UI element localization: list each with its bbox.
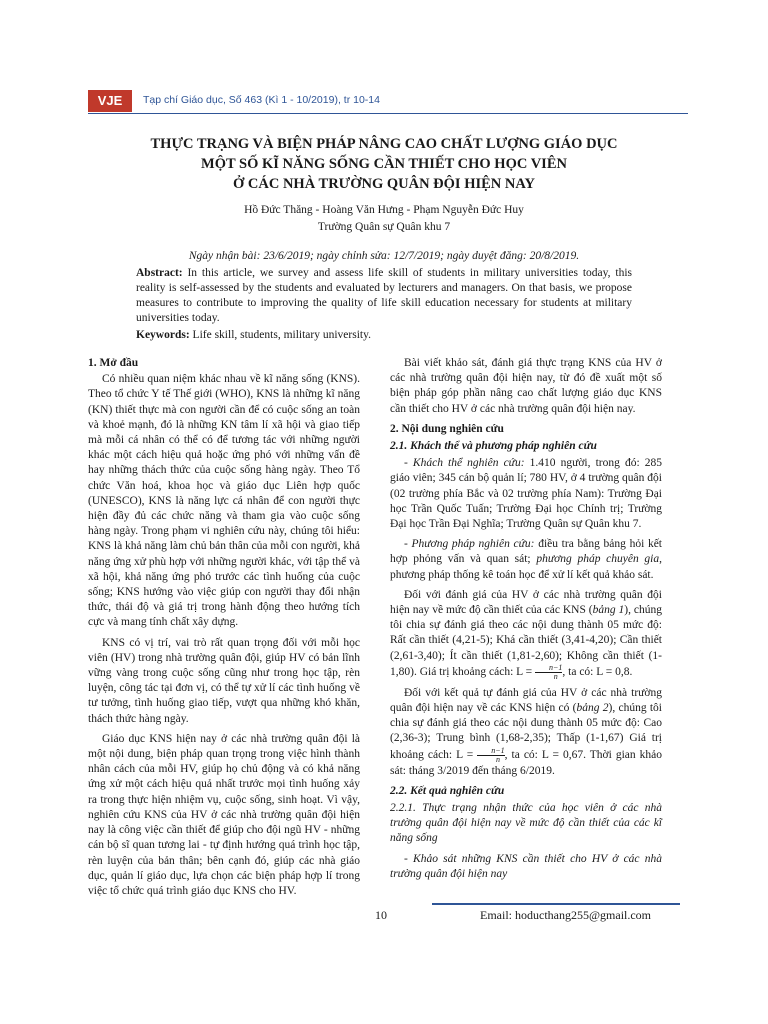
abstract-block: [136, 266, 632, 343]
paragraph-survey: - Khảo sát những KNS cần thiết cho HV ở các nhà trường quân đội hiện nay: [390, 852, 662, 880]
methods-text-1: điều tra bằng bảng hỏi kết hợp phỏng vấn và quan sát;: [390, 538, 662, 566]
fraction-formula: [535, 664, 562, 681]
paragraph-scale-1: [390, 588, 662, 681]
paragraph: Giáo dục KNS hiện nay ở các nhà trường quân đội là một nội dung, biện pháp quan trọng trong việc hình thành nhân cách của mỗi HV, giúp họ chủ động và có khả năng ứng xử một cách hiệu quả nhất trước mọi tình huống xảy ra trong thực hiện nhiệm vụ, cuộc sống, sinh hoạt. Vì vậy, nghiên cứu KNS của HV ở các nhà trường quân đội hiện nay là công việc cần thiết để giúp cho đội ngũ HV - những cán bộ sĩ quan tương lai - tự định hướng quá trình học tập, rèn luyện của bản thân; bên cạnh đó, giúp các nhà giáo dục, quản lí giáo dục, lựa chọn các biện pháp hợp lí trong việc tổ chức quá trình giáo dục KNS cho HV.: [88, 732, 360, 897]
fraction-denominator: n: [495, 754, 500, 764]
paragraph: Có nhiều quan niệm khác nhau về kĩ năng sống (KNS). Theo tổ chức Y tế Thế giới (WHO), KNS là những kĩ năng (KN) thiết thực mà con người cần để có cuộc sống an toàn và khoẻ mạnh, đó là những KN tâm lí xã hội và giao tiếp mà mỗi cá nhân có thể có để tương tác với những người khác một cách hiệu quả hoặc ứng phó với những vấn đề hay những thách thức của cuộc sống hàng ngày. Theo Tổ chức Văn hoá, khoa học và giáo dục Liên hợp quốc (UNESCO), KNS là năng lực cá nhân để con người thực hiện đầy đủ các chức năng và tham gia vào cuộc sống hàng ngày. Trong phạm vi nghiên cứu này, chúng tôi hiểu: KNS là khả năng làm chủ bản thân của mỗi con người, khả năng ứng xử phù hợp với những người khác, với tập thể và xã hội, khả năng ứng phó trước các tình huống của cuộc sống; KNS hướng vào việc giúp con người thay đổi nhận thức, thái độ và giá trị trong hành động theo hướng tích cực và mang tính chất xây dựng.: [88, 373, 360, 629]
paper-title: [88, 134, 680, 194]
author-names: Hồ Đức Thăng - Hoàng Văn Hưng - Phạm Nguyễn Đức Huy: [244, 204, 524, 216]
author-block: [88, 202, 680, 236]
scale1-text-c: ), chúng tôi chia sự đánh giá theo các nội dung thành 05 mức độ: Rất cần thiết (4,21-5); Khá cần thiết (3,41-4,20); Cần thiết (2,61-3,40); Ít cần thiết (1,81-2,60); Không cần thiết (1-1,80). Giá trị khoảng cách: L =: [390, 604, 663, 678]
methods-italic: phương pháp chuyên gia: [536, 553, 660, 566]
paragraph: Bài viết khảo sát, đánh giá thực trạng KNS của HV ở các nhà trường quân đội hiện nay, từ đó đề xuất một số biện pháp góp phần nâng cao chất lượng giáo dục KNS cần thiết cho HV ở các nhà trường quân đội hiện nay.: [390, 357, 662, 415]
paragraph-methods: [390, 537, 662, 583]
keywords-label: Keywords:: [136, 329, 190, 341]
scale1-text-d: , ta có: L = 0,8.: [562, 666, 633, 678]
section-heading-intro: 1. Mở đầu: [88, 357, 139, 369]
subjects-text: 1.410 người, trong đó: 285 giáo viên; 345 cán bộ quản lí; 780 HV, ở 4 trường quân đội (02 trường phía Bắc và 02 trường phía Nam): Trường Đại học Trần Quốc Tuấn; Trường Đại học Chính trị; Trường Đại học Trần Đại Nghĩa; Trường Quân sự Quân khu 7.: [390, 457, 662, 531]
page-number: 10: [375, 908, 387, 922]
subjects-label: - Khách thể nghiên cứu:: [404, 457, 525, 470]
submission-dates: Ngày nhận bài: 23/6/2019; ngày chỉnh sửa: 12/7/2019; ngày duyệt đăng: 20/8/2019.: [188, 250, 580, 262]
header-rule: [88, 113, 688, 114]
scale1-text-a: Đối với đánh giá của HV ở các nhà trường quân đội hiện nay về mức độ cần thiết của các KNS (: [390, 588, 662, 617]
abstract-text: [136, 266, 632, 326]
table-ref-2: bảng 2: [576, 702, 609, 715]
paragraph: KNS có vị trí, vai trò rất quan trọng đối với mỗi học viên (HV) trong nhà trường quân đội, giúp HV có bản lĩnh vững vàng trong cuộc sống cũng như trong học tập, rèn luyện, công tác tại đơn vị, có thể tự xử lí các tình huống về tư tưởng, tình huống giao tiếp, vượt qua những khó khăn, thách thức hàng ngày.: [88, 636, 360, 725]
keywords-line: [136, 328, 632, 343]
left-column: [88, 356, 360, 904]
journal-logo: VJE: [88, 90, 132, 112]
scale2-text-c: ), chúng tôi chia sự đánh giá theo các nội dung thành 05 mức độ: Cao (2,36-3); Trung bình (1,68-2,35); Thấp (1-1,67) Giá trị khoảng cách: L =: [390, 702, 662, 761]
journal-header: [88, 86, 688, 116]
section-heading-content: 2. Nội dung nghiên cứu: [390, 422, 504, 435]
subsection-heading-results: 2.2. Kết quả nghiên cứu: [390, 784, 505, 797]
author-email: Email: hoducthang255@gmail.com: [480, 908, 652, 922]
table-ref-1: bảng 1: [592, 604, 625, 617]
fraction-formula: [477, 747, 504, 764]
title-line-3: Ở CÁC NHÀ TRƯỜNG QUÂN ĐỘI HIỆN NAY: [233, 176, 535, 192]
title-line-2: MỘT SỐ KĨ NĂNG SỐNG CẦN THIẾT CHO HỌC VIÊN: [201, 156, 567, 172]
fraction-numerator: n−1: [535, 664, 562, 673]
methods-text-2: , phương pháp thống kê toán học để xử lí kết quả khảo sát.: [390, 553, 662, 581]
abstract-label: Abstract:: [136, 267, 183, 279]
paragraph-subjects: [390, 456, 662, 532]
footer-rule: [432, 903, 680, 905]
methods-label: - Phương pháp nghiên cứu:: [404, 538, 535, 551]
fraction-denominator: n: [553, 671, 558, 681]
subsubsection-heading: 2.2.1. Thực trạng nhận thức của học viên ở các nhà trường quân đội hiện nay về mức độ cần thiết của các kĩ năng sống: [390, 802, 662, 845]
fraction-numerator: n−1: [477, 747, 504, 756]
paragraph-scale-2: [390, 686, 662, 779]
scale2-text-a: Đối với kết quả tự đánh giá của HV ở các nhà trường quân đội hiện nay về các KNS hiện có (: [390, 686, 662, 715]
journal-citation: Tạp chí Giáo dục, Số 463 (Kì 1 - 10/2019), tr 10-14: [143, 94, 380, 106]
right-column: [390, 356, 662, 887]
abstract-body: In this article, we survey and assess life skill of students in military universities today, this reality is self-assessed by the students and evaluated by lecturers and managers. On that basis, we propose measures to contribute to improving the quality of life skill education necessary for students at military universities today.: [136, 267, 632, 324]
subsection-heading-subjects-methods: 2.1. Khách thể và phương pháp nghiên cứu: [390, 440, 597, 453]
scale2-text-d: , ta có: L = 0,67. Thời gian khảo sát: tháng 3/2019 đến tháng 6/2019.: [390, 748, 662, 777]
keywords-list: Life skill, students, military university.: [189, 329, 371, 341]
author-affiliation: Trường Quân sự Quân khu 7: [317, 221, 451, 233]
title-line-1: THỰC TRẠNG VÀ BIỆN PHÁP NÂNG CAO CHẤT LƯỢNG GIÁO DỤC: [150, 136, 618, 152]
